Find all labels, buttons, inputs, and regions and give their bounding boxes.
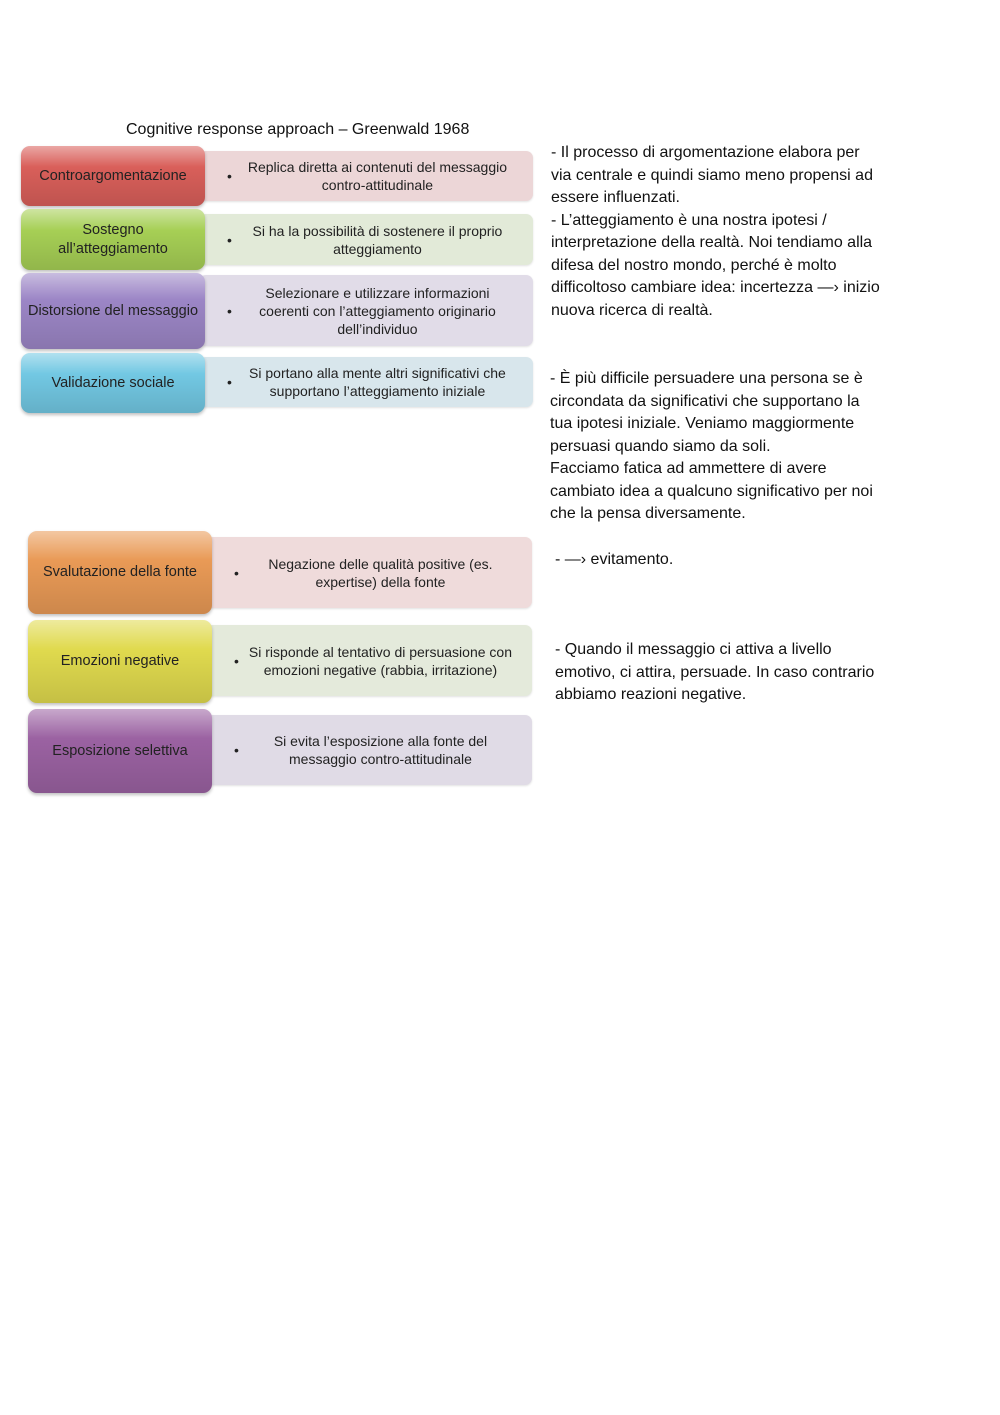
row-sostegno [21,209,533,270]
bullet-icon: • [227,168,232,184]
note-line: - Il processo di argomentazione elabora per [551,144,860,161]
note-emozioni [555,639,915,707]
note-line: che la pensa diversamente. [550,505,746,522]
row-description: Si risponde al tentativo di persuasione con emozioni negative (rabbia, irritazione) [248,643,512,678]
bullet-icon: • [227,374,232,390]
row-esposizione [28,709,532,793]
note-line: emotivo, ci attira, persuade. In caso contrario [555,663,875,681]
note-line: persuasi quando siamo da soli. [550,437,771,455]
row-description: Si ha la possibilità di sostenere il proprio atteggiamento [252,222,503,257]
bullet-icon: • [227,231,232,248]
row-label-pill: Emozioni negative [28,620,212,703]
row-label-pill: Controargomentazione [21,146,205,206]
row-description-box [199,275,533,346]
row-label-pill: Esposizione selettiva [28,709,212,793]
row-label-pill: Svalutazione della fonte [28,531,212,614]
row-controargomentazione [21,146,533,206]
note-line: - Quando il messaggio ci attiva a livello [555,641,832,658]
row-description-box [206,625,532,696]
bullet-icon: • [227,302,232,319]
row-description-box [199,214,533,265]
row-label-pill: Validazione sociale [21,353,205,413]
note-line: nuova ricerca di realtà. [551,301,713,319]
row-description-box [199,151,533,201]
row-distorsione [21,273,533,349]
note-line: circondata da significativi che supportano la [550,392,860,410]
row-validazione [21,353,533,413]
row-description: Replica diretta ai contenuti del messaggio contro-attitudinale [247,159,508,193]
note-line: - L’atteggiamento è una nostra ipotesi / [551,211,827,229]
note-line: tua ipotesi iniziale. Veniamo maggiormente [550,415,855,432]
row-emozioni [28,620,532,703]
bullet-icon: • [234,742,239,758]
row-svalutazione [28,531,532,614]
bullet-icon: • [234,564,239,581]
note-line: interpretazione della realtà. Noi tendiamo alla [551,234,873,251]
row-description: Negazione delle qualità positive (es. expertise) della fonte [268,555,493,590]
diagram-title: Cognitive response approach – Greenwald 1968 [126,121,470,138]
note-line: - —› evitamento. [555,551,674,568]
note-line: abbiamo reazioni negative. [555,686,747,703]
row-description: Si portano alla mente altri significativi che supportano l’atteggiamento iniziale [249,365,506,399]
note-line: essere influenzati. [551,189,680,206]
row-description: Selezionare e utilizzare informazioni coerenti con l’atteggiamento originario dell’individuo [259,284,496,337]
note-line: cambiato idea a qualcuno significativo per noi [550,482,873,500]
row-label-pill: Distorsione del messaggio [21,273,205,349]
row-description-box [206,715,532,785]
note-line: difficoltoso cambiare idea: incertezza —› inizio [551,279,880,296]
note-line: - È più difficile persuadere una persona se è [550,370,863,387]
note-line: difesa del nostro mondo, perché è molto [551,256,837,274]
note-line: via centrale e quindi siamo meno propensi ad [551,166,873,184]
row-description-box [206,537,532,608]
note-evitamento [555,549,915,572]
bullet-icon: • [234,652,239,669]
row-label-pill: Sostegno all’atteggiamento [21,209,205,270]
row-description: Si evita l’esposizione alla fonte del messaggio contro-attitudinale [273,733,488,767]
note-line: Facciamo fatica ad ammettere di avere [550,460,827,477]
note-argomentazione [551,142,911,322]
note-persuasione [550,368,910,526]
row-description-box [199,357,533,407]
